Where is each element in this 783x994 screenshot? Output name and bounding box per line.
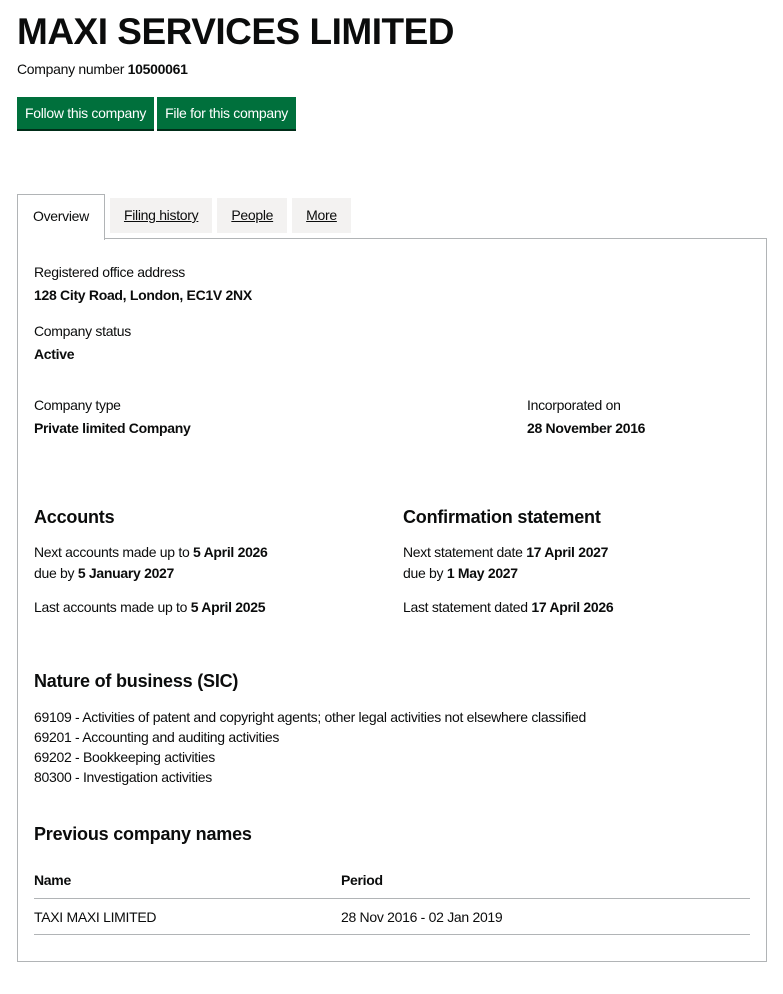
sic-item: 69202 - Bookkeeping activities [34, 749, 215, 765]
column-header-name: Name [34, 872, 71, 888]
column-header-period: Period [341, 872, 383, 888]
action-buttons [17, 97, 296, 129]
confirmation-next [403, 542, 608, 562]
accounts-next-label: Next accounts made up to [34, 544, 190, 560]
table-header [34, 867, 750, 899]
confirmation-next-label: Next statement date [403, 544, 523, 560]
tab-filing-history[interactable]: Filing history [110, 198, 212, 233]
accounts-next-value: 5 April 2026 [193, 544, 268, 560]
sic-item: 69201 - Accounting and auditing activities [34, 729, 280, 745]
company-number-value: 10500061 [127, 61, 188, 77]
company-status-label: Company status [34, 323, 131, 339]
confirmation-next-value: 17 April 2027 [526, 544, 609, 560]
confirmation-due-label: due by [403, 565, 444, 581]
accounts-due-label: due by [34, 565, 75, 581]
company-number-label: Company number [17, 61, 125, 77]
company-status-value: Active [34, 346, 75, 362]
file-for-company-button[interactable]: File for this company [157, 97, 296, 129]
accounts-last-label: Last accounts made up to [34, 599, 188, 615]
accounts-due-value: 5 January 2027 [77, 565, 175, 581]
sic-item: 80300 - Investigation activities [34, 769, 212, 785]
previous-names-table [34, 867, 750, 935]
registered-office-value: 128 City Road, London, EC1V 2NX [34, 287, 252, 303]
sic-item: 69109 - Activities of patent and copyright agents; other legal activities not elsewhere classified [34, 709, 586, 725]
accounts-last [34, 597, 265, 617]
previous-period-cell: 28 Nov 2016 - 02 Jan 2019 [341, 909, 503, 925]
accounts-next [34, 542, 268, 562]
registered-office-label: Registered office address [34, 264, 185, 280]
company-type-label: Company type [34, 397, 121, 413]
company-type-value: Private limited Company [34, 420, 191, 436]
confirmation-last-value: 17 April 2026 [531, 599, 614, 615]
confirmation-due-value: 1 May 2027 [446, 565, 518, 581]
previous-names-heading: Previous company names [34, 824, 252, 844]
company-number [17, 61, 188, 77]
incorporated-label: Incorporated on [527, 397, 621, 413]
follow-company-button[interactable]: Follow this company [17, 97, 154, 129]
sic-list [34, 707, 586, 787]
incorporated-value: 28 November 2016 [527, 420, 646, 436]
accounts-last-value: 5 April 2025 [190, 599, 266, 615]
sic-heading: Nature of business (SIC) [34, 671, 239, 691]
page-title: MAXI SERVICES LIMITED [17, 11, 454, 52]
table-row [34, 899, 750, 935]
previous-name-cell: TAXI MAXI LIMITED [34, 909, 157, 925]
confirmation-last [403, 597, 613, 617]
confirmation-last-label: Last statement dated [403, 599, 528, 615]
accounts-heading: Accounts [34, 507, 115, 527]
tab-more[interactable]: More [292, 198, 351, 233]
confirmation-due [403, 563, 518, 583]
tab-overview[interactable]: Overview [17, 194, 105, 240]
tab-list [17, 194, 356, 239]
tab-people[interactable]: People [217, 198, 287, 233]
accounts-due [34, 563, 174, 583]
confirmation-heading: Confirmation statement [403, 507, 601, 527]
overview-panel [17, 238, 767, 962]
